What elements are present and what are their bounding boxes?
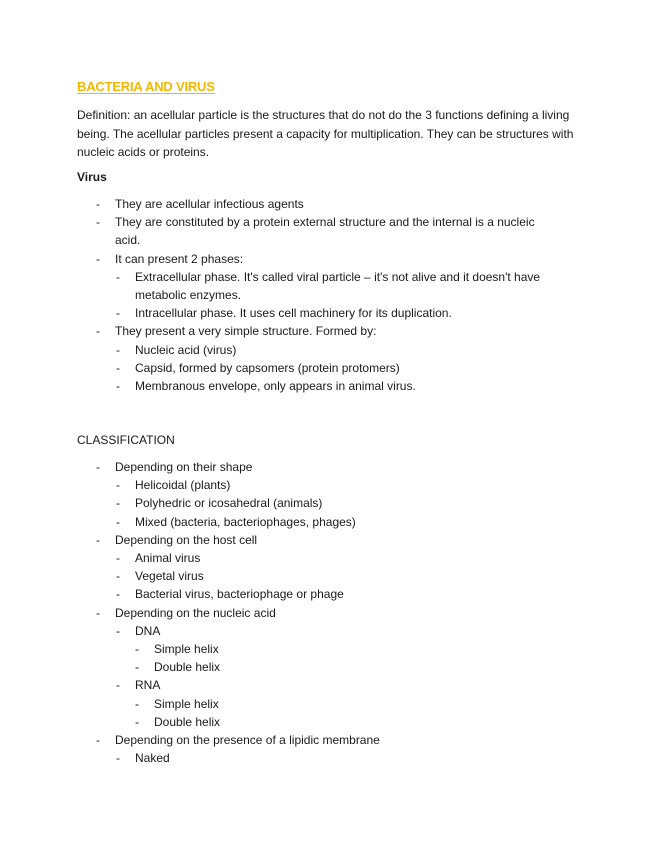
bullet-dash: - <box>135 714 139 729</box>
list-item-text: Capsid, formed by capsomers (protein protomers) <box>135 360 400 375</box>
list-item-text: They present a very simple structure. Formed by: <box>115 324 377 339</box>
list-item <box>0 676 565 694</box>
list-item <box>0 513 565 531</box>
bullet-dash: - <box>135 696 139 711</box>
list-item <box>0 585 565 603</box>
bullet-dash: - <box>116 678 120 693</box>
list-item <box>0 658 565 676</box>
list-item <box>0 213 565 249</box>
bullet-dash: - <box>116 587 120 602</box>
list-item <box>0 458 565 476</box>
list-item-text: Double helix <box>154 660 221 675</box>
list-item-text: Depending on the presence of a lipidic membrane <box>115 733 380 748</box>
list-item-text: Animal virus <box>135 551 201 566</box>
list-item <box>0 476 565 494</box>
list-item-text: Depending on the nucleic acid <box>115 605 276 620</box>
bullet-dash: - <box>96 532 100 547</box>
bullet-dash: - <box>116 496 120 511</box>
list-item-text: Helicoidal (plants) <box>135 478 231 493</box>
bullet-dash: - <box>116 379 120 394</box>
list-item-text: It can present 2 phases: <box>115 251 244 266</box>
list-item-text: They are acellular infectious agents <box>115 197 304 211</box>
list-item-text: Naked <box>135 751 170 766</box>
bullet-dash: - <box>135 660 139 675</box>
list-item-text: Bacterial virus, bacteriophage or phage <box>135 587 344 602</box>
bullet-dash: - <box>116 751 120 766</box>
bullet-dash: - <box>96 324 100 339</box>
virus-heading: Virus <box>77 170 107 184</box>
list-item <box>0 531 565 549</box>
list-item-text: Depending on the host cell <box>115 532 258 547</box>
bullet-dash: - <box>96 215 100 230</box>
list-item <box>0 268 565 304</box>
list-item-text: Vegetal virus <box>135 569 204 584</box>
bullet-dash: - <box>116 514 120 529</box>
definition-paragraph: Definition: an acellular particle is the structures that do not do the 3 functions defining a living being. The acellular particles present a capacity for multiplication. They can be structures with nucleic acids or proteins. <box>77 108 574 159</box>
list-item-text: Simple helix <box>154 696 219 711</box>
bullet-dash: - <box>96 197 100 211</box>
bullet-dash: - <box>116 342 120 357</box>
bullet-dash: - <box>116 569 120 584</box>
list-item <box>0 494 565 512</box>
list-item-text: Extracellular phase. It's called viral particle – it's not alive and it doesn't have metabolic enzymes. <box>135 269 541 303</box>
list-item <box>0 195 565 213</box>
bullet-dash: - <box>96 605 100 620</box>
list-item <box>0 567 565 585</box>
bullet-dash: - <box>116 478 120 493</box>
list-item-text: Membranous envelope, only appears in animal virus. <box>135 379 416 394</box>
list-item-text: They are constituted by a protein external structure and the internal is a nucleic acid. <box>115 215 535 248</box>
list-item-text: Depending on their shape <box>115 460 253 474</box>
bullet-dash: - <box>116 551 120 566</box>
list-item-text: Intracellular phase. It uses cell machinery for its duplication. <box>135 306 452 321</box>
bullet-dash: - <box>96 251 100 266</box>
bullet-dash: - <box>96 460 100 474</box>
classification-heading: CLASSIFICATION <box>77 433 175 447</box>
list-item <box>0 640 565 658</box>
list-item-text: RNA <box>135 678 161 693</box>
document-title: BACTERIA AND VIRUS <box>77 79 215 94</box>
list-item <box>0 622 565 640</box>
list-item <box>0 304 565 322</box>
list-item <box>0 604 565 622</box>
list-item-text: Double helix <box>154 714 221 729</box>
list-item <box>0 549 565 567</box>
list-item <box>0 713 565 731</box>
classification-list <box>0 458 565 767</box>
list-item <box>0 377 565 395</box>
list-item-text: Nucleic acid (virus) <box>135 342 237 357</box>
list-item <box>0 322 565 340</box>
list-item <box>0 731 565 749</box>
list-item <box>0 250 565 268</box>
bullet-dash: - <box>116 269 120 284</box>
list-item-text: Polyhedric or icosahedral (animals) <box>135 496 323 511</box>
bullet-dash: - <box>116 306 120 321</box>
list-item <box>0 749 565 767</box>
virus-list <box>0 195 565 395</box>
bullet-dash: - <box>116 623 120 638</box>
list-item-text: Mixed (bacteria, bacteriophages, phages) <box>135 514 356 529</box>
bullet-dash: - <box>96 733 100 748</box>
bullet-dash: - <box>135 642 139 657</box>
list-item-text: Simple helix <box>154 642 219 657</box>
bullet-dash: - <box>116 360 120 375</box>
list-item <box>0 695 565 713</box>
list-item <box>0 359 565 377</box>
list-item <box>0 341 565 359</box>
list-item-text: DNA <box>135 623 161 638</box>
